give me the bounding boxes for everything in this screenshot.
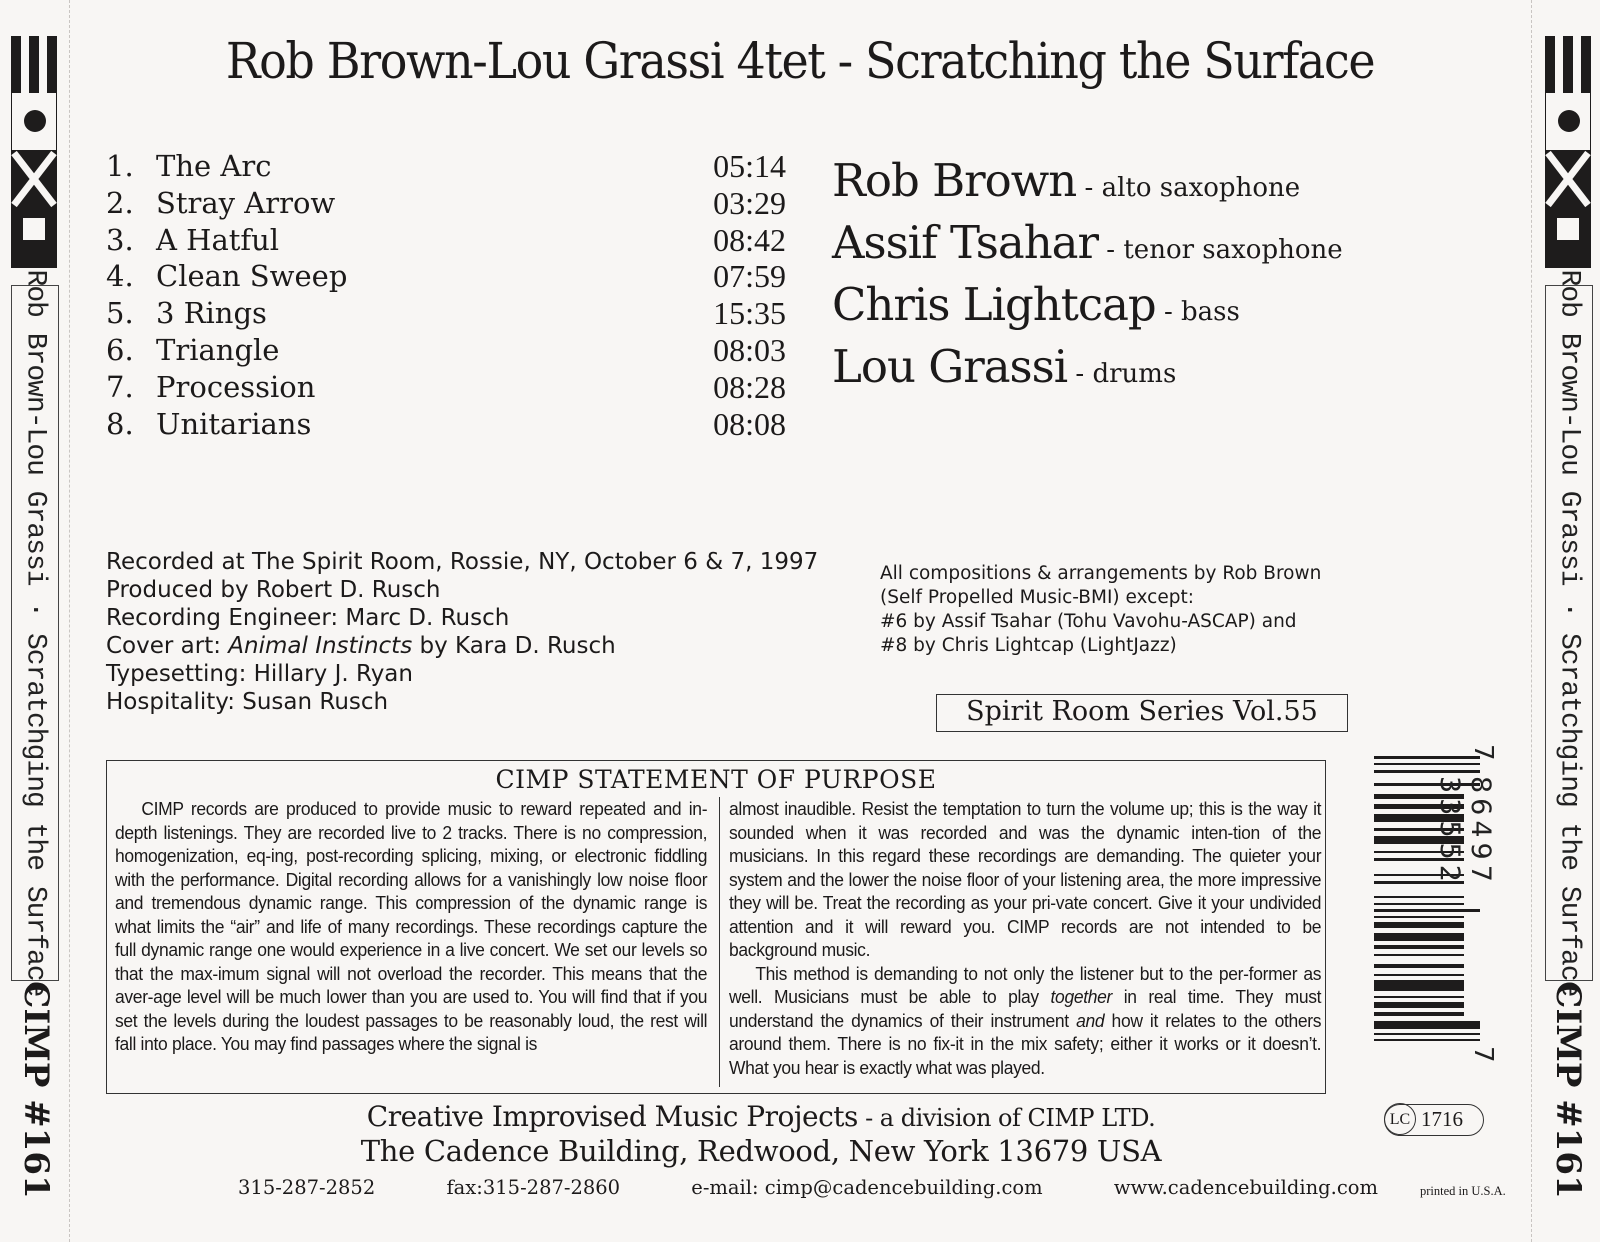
track-name: 3 Rings <box>156 296 267 331</box>
track-duration: 08:42 <box>713 221 786 258</box>
track-name: Procession <box>156 369 316 404</box>
phone-number: 315-287-2852 <box>238 1176 376 1199</box>
contact-line <box>238 1176 1378 1199</box>
track-row <box>106 222 786 259</box>
statement-right-column <box>729 797 1321 1079</box>
hospitality: Hospitality: Susan Rusch <box>106 689 389 715</box>
instrument: tenor saxophone <box>1123 235 1343 265</box>
series-label: Spirit Room Series Vol.55 <box>936 694 1348 732</box>
album-title: Rob Brown-Lou Grassi 4tet - Scratching the Surface <box>225 32 1375 90</box>
instrument: alto saxophone <box>1101 173 1301 203</box>
separator: - <box>1098 235 1124 265</box>
composition-line: (Self Propelled Music-BMI) except: <box>880 587 1194 608</box>
track-name: The Arc <box>156 149 272 183</box>
emphasis: and <box>1076 1009 1105 1031</box>
website-url: www.cadencebuilding.com <box>1113 1176 1378 1199</box>
track-number: 6. <box>106 332 134 367</box>
statement-paragraph <box>729 962 1321 1080</box>
text-run: how it relates to the others around them. There is no fix-it in the mix safety; either it works or it doesn’t. What you hear is exactly what was played. <box>729 1009 1322 1078</box>
statement-paragraph: CIMP records are produced to provide music to reward repeated and in-depth listenings. They are recorded live to 2 tracks. There is no compression, homogenization, eq-ing, post-recording splicing, mixing, or electronic fiddling with the performance. Digital recording allows for a vanishingly low noise floor and tremendous dynamic range. This compression of the dynamic range is what limits the “air” and life of many recordings. These recordings capture the full dynamic range one would experience in a live concert. We set our levels so that the max-imum signal will not overload the recorder. This means that the aver-age level will be much lower than you are used to. You will find that if you set the levels during the loudest passages to be reasonably loud, the rest will fall into place. You may find passages where the signal is <box>115 798 708 1054</box>
instrument: drums <box>1092 359 1177 389</box>
track-number: 5. <box>106 296 134 331</box>
musician-name: Assif Tsahar <box>832 216 1099 269</box>
email-address: e-mail: cimp@cadencebuilding.com <box>691 1176 1043 1199</box>
track-number: 7. <box>106 369 134 404</box>
statement-left-column <box>115 797 707 1056</box>
track-name: A Hatful <box>156 222 280 257</box>
text-run: in real time. They must understand the dynamics of their instrument <box>729 986 1322 1031</box>
composition-credits <box>880 562 1350 658</box>
track-row <box>106 406 786 443</box>
composition-line: #8 by Chris Lightcap (LightJazz) <box>880 635 1177 656</box>
right-spine-catalog-number: CIMP #161 <box>1548 981 1588 1199</box>
separator: - <box>1067 359 1093 389</box>
barcode-lead-digit: 7 <box>1468 744 1498 761</box>
right-spine-title: Rob Brown-Lou Grassi · Scratchging the Surface <box>1553 269 1585 997</box>
barcode <box>1374 744 1498 1090</box>
typesetting: Typesetting: Hillary J. Ryan <box>106 661 413 687</box>
cover-art-label: Cover art: <box>106 633 229 659</box>
track-number: 4. <box>106 259 134 294</box>
left-spine-title: Rob Brown-Lou Grassi · Scratchging the Surface <box>19 269 51 997</box>
statement-title: CIMP STATEMENT OF PURPOSE <box>495 765 937 794</box>
track-name: Triangle <box>156 332 280 367</box>
musician-name: Chris Lightcap <box>832 278 1156 331</box>
company-line <box>226 1100 1296 1133</box>
musician-name: Lou Grassi <box>832 340 1068 393</box>
composition-line: #6 by Assif Tsahar (Tohu Vavohu-ASCAP) and <box>880 611 1297 632</box>
label-code-number: 1716 <box>1421 1107 1463 1131</box>
instrument: bass <box>1181 297 1240 327</box>
label-code-badge <box>1384 1104 1484 1136</box>
track-number: 3. <box>106 222 134 257</box>
track-duration: 08:28 <box>713 368 786 405</box>
barcode-digits: 86497 33552 <box>1434 776 1496 887</box>
personnel-row <box>832 212 1512 274</box>
personnel-row <box>832 274 1512 336</box>
composition-line: All compositions & arrangements by Rob Brown <box>880 563 1322 584</box>
separator: - <box>1155 297 1182 327</box>
company-name: Creative Improvised Music Projects <box>366 1100 858 1133</box>
track-row <box>106 295 786 332</box>
recording-credits <box>106 548 866 716</box>
recording-engineer: Recording Engineer: Marc D. Rusch <box>106 605 510 631</box>
track-number: 8. <box>106 406 134 441</box>
cover-art-title: Animal Instincts <box>228 633 413 659</box>
column-divider <box>719 797 720 1087</box>
track-name: Clean Sweep <box>156 259 348 294</box>
statement-of-purpose-box <box>106 760 1326 1094</box>
company-division: - a division of CIMP LTD. <box>857 1104 1156 1132</box>
right-spine-title-box <box>1545 269 1593 997</box>
track-duration: 15:35 <box>713 295 786 332</box>
track-row <box>106 148 786 185</box>
track-row <box>106 369 786 406</box>
personnel-row <box>832 150 1512 212</box>
statement-paragraph: almost inaudible. Resist the temptation to turn the volume up; this is the way it sounded when it was recorded and was the dynamic inten-tion of the musicians. In this regard these recordings are demanding. The quieter your system and the lower the noise floor of your listening area, the more impressive they will be. Treat the recording as your pri-vate concert. Give it your undivided attention and it will reward you. CIMP records are not intended to be background music. <box>729 798 1322 960</box>
track-number: 1. <box>106 149 134 183</box>
separator: - <box>1076 173 1102 203</box>
right-fold-line <box>1531 0 1532 1242</box>
track-number: 2. <box>106 185 134 220</box>
cimp-logo-flag-icon-right <box>1545 36 1591 268</box>
printed-in-usa: printed in U.S.A. <box>1420 1184 1506 1198</box>
track-duration: 08:03 <box>713 331 786 368</box>
track-row <box>106 185 786 222</box>
musician-name: Rob Brown <box>832 154 1077 207</box>
company-address: The Cadence Building, Redwood, New York 13679 USA <box>360 1134 1162 1168</box>
track-duration: 05:14 <box>713 148 786 184</box>
personnel-list <box>832 150 1512 398</box>
track-row <box>106 258 786 295</box>
track-row <box>106 332 786 369</box>
left-spine-catalog-number: CIMP #161 <box>16 981 56 1199</box>
left-spine-title-box <box>11 269 59 997</box>
barcode-trail-digit: 7 <box>1468 1046 1498 1063</box>
cimp-logo-flag-icon <box>11 36 57 268</box>
tracklist <box>106 148 786 442</box>
fax-number: fax:315-287-2860 <box>446 1176 621 1199</box>
track-name: Stray Arrow <box>156 185 336 220</box>
text-run: This method is demanding to not only the listener but to the per-former as well. Musicians must be able to play <box>729 962 1322 1007</box>
track-duration: 03:29 <box>713 184 786 221</box>
emphasis: together <box>1050 986 1113 1007</box>
track-duration: 07:59 <box>713 258 786 295</box>
track-name: Unitarians <box>156 406 312 441</box>
cover-art <box>106 632 866 660</box>
left-fold-line <box>69 0 70 1242</box>
label-code-prefix: LC <box>1384 1103 1416 1135</box>
track-duration: 08:08 <box>713 405 786 442</box>
recorded-at: Recorded at The Spirit Room, Rossie, NY, October 6 & 7, 1997 <box>106 549 819 575</box>
cover-art-artist: by Kara D. Rusch <box>412 633 616 659</box>
producer: Produced by Robert D. Rusch <box>106 577 441 603</box>
personnel-row <box>832 336 1512 398</box>
